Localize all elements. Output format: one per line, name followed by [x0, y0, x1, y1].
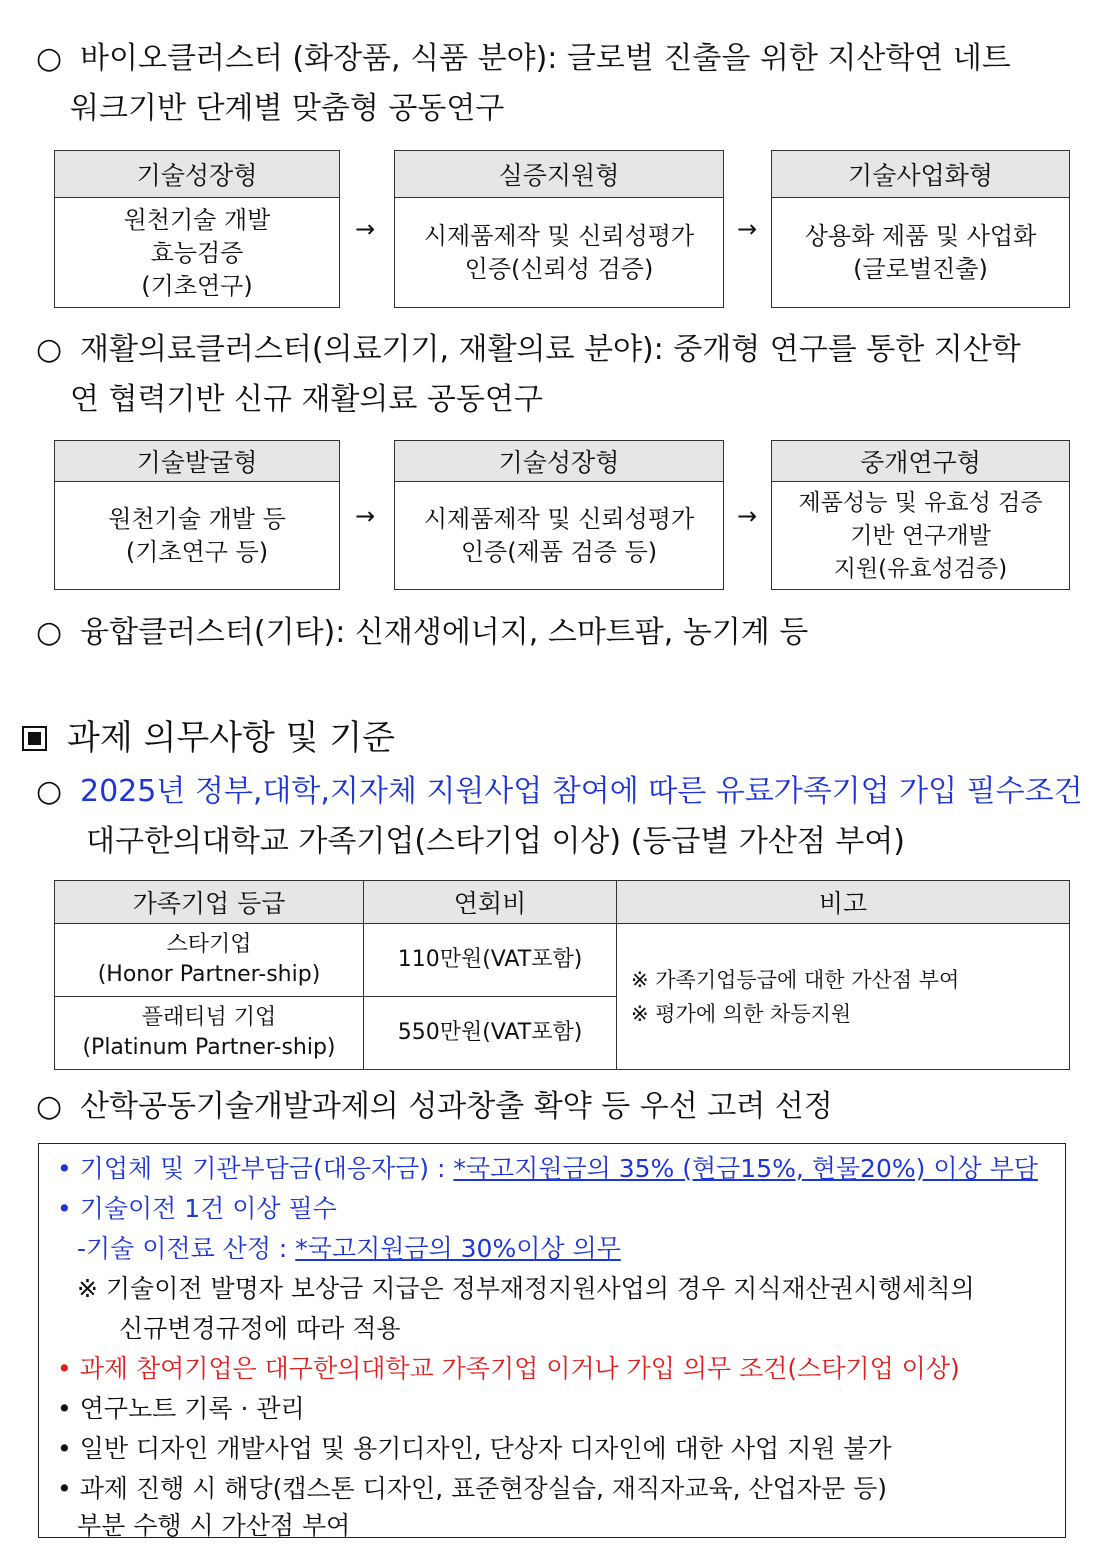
sec2-line1: 재활의료클러스터(의료기기, 재활의료 분야): 중개형 연구를 통한 지산학 — [80, 332, 1021, 367]
dot-bullet: • — [57, 1154, 72, 1183]
req2-text: 기술이전 1건 이상 필수 — [79, 1194, 337, 1223]
req-item-notebook — [57, 1389, 305, 1425]
req-item-note-cont: 신규변경규정에 따라 적용 — [119, 1314, 401, 1343]
flow2-step1-head: 기술발굴형 — [55, 441, 339, 482]
fee-cell: 550만원(VAT포함) — [364, 997, 617, 1070]
sec1-paragraph — [36, 34, 1011, 134]
heading-text: 과제 의무사항 및 기준 — [67, 718, 396, 758]
table-header: 가족기업 등급 — [55, 881, 364, 924]
circle-bullet: ○ — [36, 41, 63, 76]
grade-name: 플래티넘 기업 — [141, 1005, 277, 1030]
grade-table — [54, 880, 1070, 1070]
right-arrow-icon: → — [737, 215, 758, 243]
circle-bullet: ○ — [36, 774, 63, 809]
duty1-blue-line: 2025년 정부,대학,지자체 지원사업 참여에 따른 유료가족기업 가입 필수조건 — [80, 774, 1083, 809]
sec1-line1: 바이오클러스터 (화장품, 식품 분야): 글로벌 진출을 위한 지산학연 네트 — [80, 41, 1011, 76]
flow1-step1-line: (기초연구) — [141, 271, 253, 300]
flow1-step3-head: 기술사업화형 — [772, 151, 1069, 198]
right-arrow-icon: → — [355, 502, 376, 530]
flow2-step2-line: 인증(제품 검증 등) — [460, 538, 658, 566]
circle-bullet: ○ — [36, 615, 63, 650]
req-item-note: ※ 기술이전 발명자 보상금 지급은 정부재정지원사업의 경우 지식재산권시행세칙의 — [77, 1274, 975, 1303]
flow2-step3 — [771, 440, 1070, 590]
req1-underlined: *국고지원금의 35% (현금15%, 현물20%) 이상 부담 — [453, 1154, 1038, 1183]
req5-text: 과제 참여기업은 대구한의대학교 가족기업 이거나 가입 의무 조건(스타기업 이상) — [79, 1354, 960, 1383]
sec2-line2: 연 협력기반 신규 재활의료 공동연구 — [70, 382, 543, 417]
circle-bullet: ○ — [36, 332, 63, 367]
grade-name: 스타기업 — [166, 932, 252, 957]
flow1-step1-line: 원천기술 개발 — [123, 205, 271, 234]
dot-bullet: • — [57, 1194, 72, 1223]
flow1-step1-line: 효능검증 — [150, 238, 244, 267]
dot-bullet: • — [57, 1474, 72, 1503]
grade-cell — [55, 924, 364, 997]
duty2-line1: 산학공동기술개발과제의 성과창출 확약 등 우선 고려 선정 — [80, 1089, 833, 1124]
flow2-step3-line: 제품성능 및 유효성 검증 — [798, 489, 1043, 516]
requirements-box — [38, 1143, 1066, 1538]
duty1-paragraph — [36, 767, 1083, 867]
dot-bullet: • — [57, 1354, 72, 1383]
note-line: ※ 평가에 의한 차등지원 — [631, 1001, 852, 1026]
req-item-transfer-fee — [77, 1229, 621, 1265]
table-header: 연회비 — [364, 881, 617, 924]
req-item-funding — [57, 1149, 1038, 1185]
flow2-step2 — [394, 440, 724, 590]
req-item-bonus-cont: 부분 수행 시 가산점 부여 — [77, 1511, 351, 1540]
right-arrow-icon: → — [737, 502, 758, 530]
flow2-step3-line: 지원(유효성검증) — [833, 555, 1008, 582]
req1-prefix: 기업체 및 기관부담금(대응자금) : — [79, 1154, 454, 1183]
req-item-membership — [57, 1349, 960, 1385]
flow2-step3-line: 기반 연구개발 — [850, 522, 991, 549]
duty2-paragraph — [36, 1082, 833, 1132]
grade-english: (Honor Partner-ship) — [97, 962, 321, 987]
flow1-step1-head: 기술성장형 — [55, 151, 339, 198]
flow1-step1 — [54, 150, 340, 308]
section-heading — [22, 710, 395, 759]
flow2-step3-head: 중개연구형 — [772, 441, 1069, 482]
flow1-step3-line: 상용화 제품 및 사업화 — [804, 222, 1037, 250]
fee-cell: 110만원(VAT포함) — [364, 924, 617, 997]
grade-english: (Platinum Partner-ship) — [82, 1035, 336, 1060]
req3-prefix: -기술 이전료 산정 : — [77, 1234, 296, 1263]
req7-text: 일반 디자인 개발사업 및 용기디자인, 단상자 디자인에 대한 사업 지원 불가 — [79, 1434, 892, 1463]
flow2-step1 — [54, 440, 340, 590]
flow1-step2-line: 시제품제작 및 신뢰성평가 — [423, 222, 695, 250]
table-row — [55, 924, 1070, 997]
req8-text: 과제 진행 시 해당(캡스톤 디자인, 표준현장실습, 재직자교육, 산업자문 등) — [79, 1474, 887, 1503]
grade-cell — [55, 997, 364, 1070]
flow2-step1-line: (기초연구 등) — [125, 538, 269, 566]
req-item-design — [57, 1429, 892, 1465]
sec1-line2: 워크기반 단계별 맞춤형 공동연구 — [70, 91, 505, 126]
flow1-step3-line: (글로벌진출) — [853, 255, 988, 283]
flow2-step2-line: 시제품제작 및 신뢰성평가 — [423, 505, 695, 533]
sec3-paragraph — [36, 608, 808, 658]
right-arrow-icon: → — [355, 215, 376, 243]
note-line: ※ 가족기업등급에 대한 가산점 부여 — [631, 967, 960, 992]
notes-cell — [617, 924, 1070, 1070]
req3-underlined: *국고지원금의 30%이상 의무 — [295, 1234, 621, 1263]
flow1-step2 — [394, 150, 724, 308]
flow1-step3 — [771, 150, 1070, 308]
duty1-line2: 대구한의대학교 가족기업(스타기업 이상) (등급별 가산점 부여) — [86, 824, 905, 859]
sec2-paragraph — [36, 325, 1021, 425]
dot-bullet: • — [57, 1434, 72, 1463]
req-item-transfer — [57, 1189, 337, 1225]
table-header-row — [55, 881, 1070, 924]
circle-bullet: ○ — [36, 1089, 63, 1124]
sec3-line1: 융합클러스터(기타): 신재생에너지, 스마트팜, 농기계 등 — [80, 615, 809, 650]
flow2-step1-line: 원천기술 개발 등 — [108, 505, 286, 533]
req-item-bonus — [57, 1469, 887, 1505]
table-header: 비고 — [617, 881, 1070, 924]
square-bullet-icon — [22, 726, 47, 751]
flow1-step2-head: 실증지원형 — [395, 151, 723, 198]
dot-bullet: • — [57, 1394, 72, 1423]
flow2-step2-head: 기술성장형 — [395, 441, 723, 482]
req6-text: 연구노트 기록 · 관리 — [79, 1394, 305, 1423]
flow1-step2-line: 인증(신뢰성 검증) — [464, 255, 654, 283]
